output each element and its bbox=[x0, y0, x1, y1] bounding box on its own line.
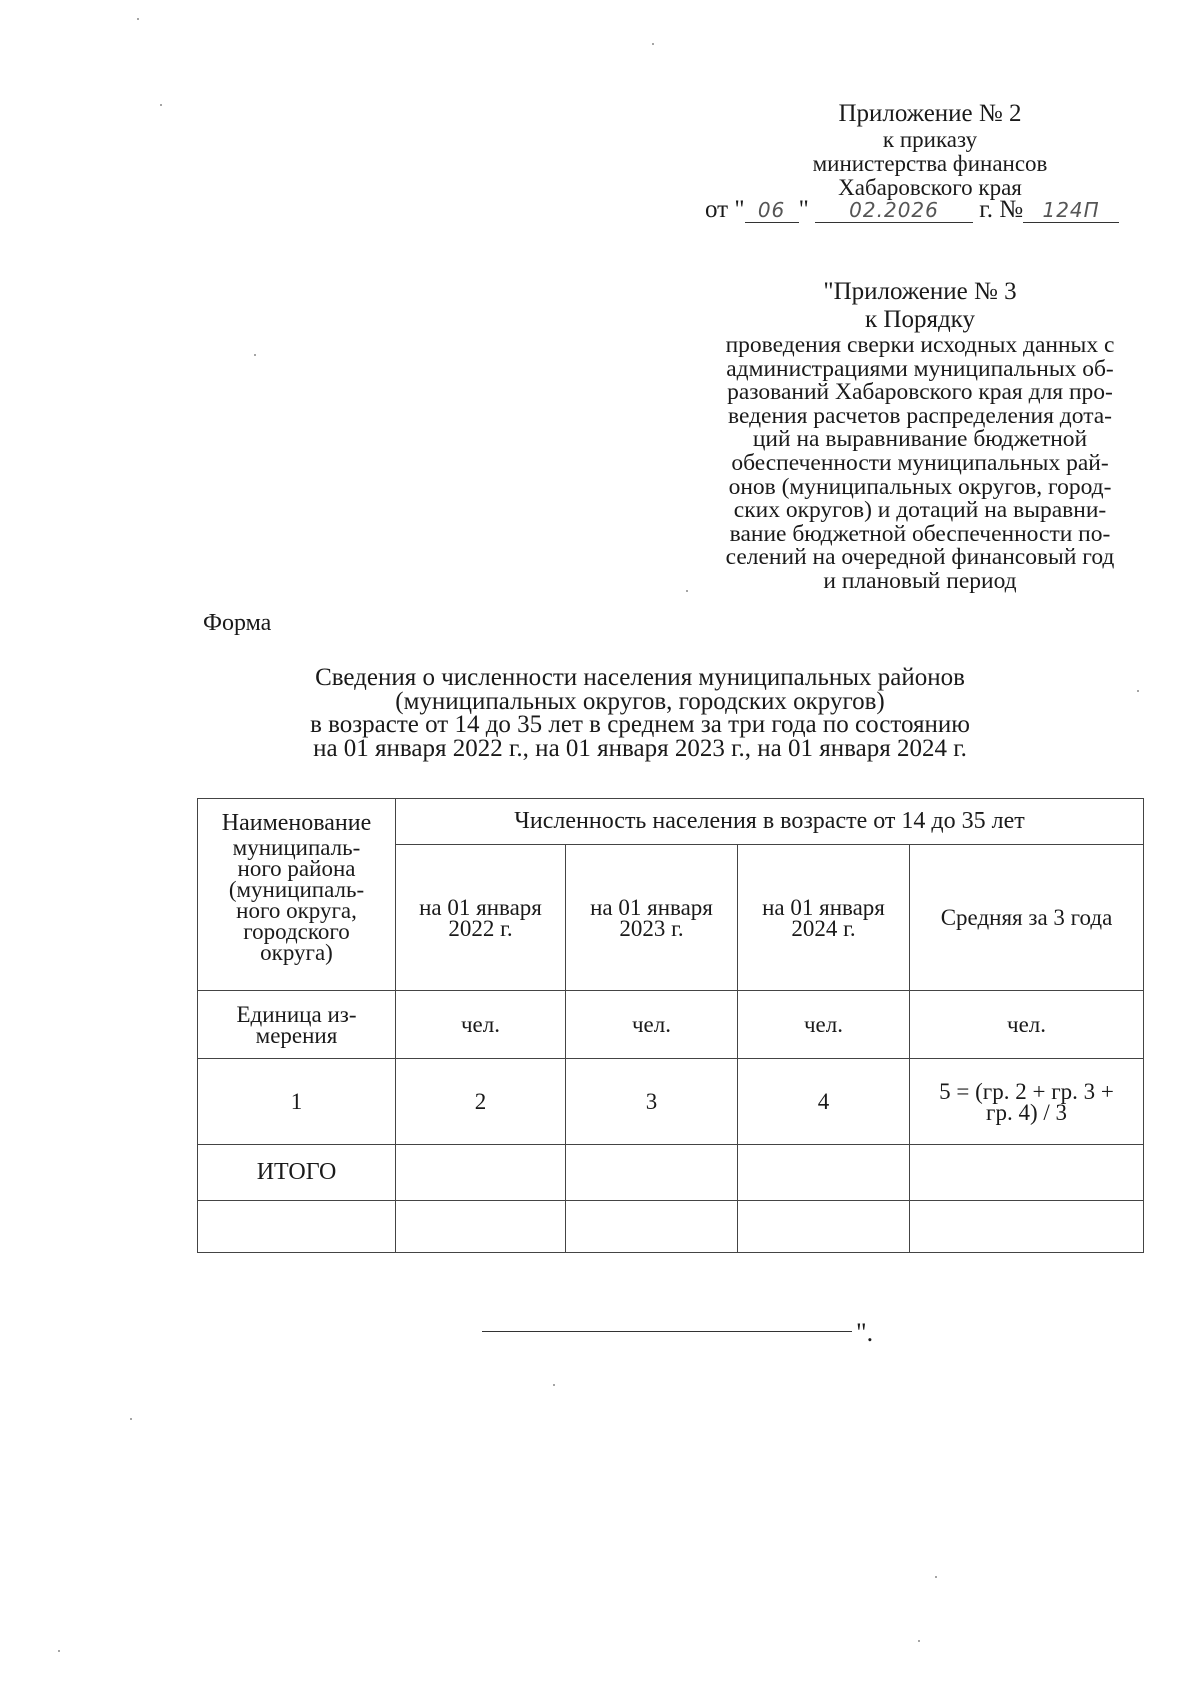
empty-cell bbox=[566, 1201, 738, 1253]
header-line: городского bbox=[243, 919, 350, 944]
empty-cell bbox=[910, 1201, 1144, 1253]
scan-speck bbox=[553, 1384, 555, 1386]
appendix3-line: "Приложение № 3 bbox=[823, 278, 1017, 305]
header-line: ного района bbox=[237, 856, 356, 881]
appendix3-line: администрациями муниципальных об- bbox=[726, 355, 1114, 382]
col-header-2024 bbox=[738, 845, 910, 991]
population-group-header: Численность населения в возрасте от 14 до 35 лет bbox=[396, 799, 1144, 845]
table-column-numbers-row bbox=[198, 1059, 1144, 1145]
appendix2-header bbox=[690, 100, 1170, 200]
appendix3-line: к Порядку bbox=[865, 306, 975, 333]
appendix2-line: министерства финансов bbox=[812, 151, 1048, 176]
closing-quote-mark: ". bbox=[856, 1318, 874, 1347]
scan-speck bbox=[1137, 690, 1139, 692]
title-line: в возрасте от 14 до 35 лет в среднем за три года по состоянию bbox=[310, 711, 970, 738]
header-line: 2023 г. bbox=[619, 915, 684, 941]
appendix3-line: селений на очередной финансовый год bbox=[725, 544, 1115, 571]
form-label: Форма bbox=[203, 610, 272, 636]
date-quote: " bbox=[798, 196, 809, 223]
title-line: (муниципальных округов, городских округов) bbox=[395, 687, 885, 715]
table-header-row bbox=[198, 799, 1144, 845]
unit-cell: чел. bbox=[396, 991, 566, 1059]
header-line: 2024 г. bbox=[791, 915, 856, 941]
appendix2-line: Приложение № 2 bbox=[838, 100, 1022, 127]
empty-cell bbox=[566, 1145, 738, 1201]
appendix3-line: онов (муниципальных округов, город- bbox=[728, 473, 1112, 500]
col5-formula-cell bbox=[910, 1059, 1144, 1145]
title-line: на 01 января 2022 г., на 01 января 2023 г., на 01 января 2024 г. bbox=[313, 734, 967, 762]
header-line: ного округа, bbox=[236, 898, 357, 923]
population-table bbox=[197, 798, 1144, 1253]
appendix3-line: ций на выравнивание бюджетной bbox=[752, 426, 1088, 453]
date-month-year-handwritten: 02.2026 bbox=[815, 198, 973, 223]
scan-speck bbox=[935, 1576, 937, 1578]
header-line: на 01 января bbox=[419, 894, 542, 920]
date-day-handwritten: 06 bbox=[745, 198, 799, 223]
col-number-cell: 3 bbox=[566, 1059, 738, 1145]
scan-speck bbox=[918, 1640, 920, 1642]
unit-cell: чел. bbox=[910, 991, 1144, 1059]
date-year-suffix: г. № bbox=[979, 196, 1024, 223]
unit-label-line: Единица из- bbox=[236, 1001, 357, 1027]
empty-cell bbox=[738, 1201, 910, 1253]
unit-cell: чел. bbox=[566, 991, 738, 1059]
appendix3-line: проведения сверки исходных данных с bbox=[725, 332, 1115, 358]
scan-speck bbox=[254, 354, 256, 356]
scan-speck bbox=[137, 18, 139, 20]
empty-cell bbox=[396, 1201, 566, 1253]
total-label-cell: ИТОГО bbox=[198, 1145, 396, 1201]
appendix2-line: Хабаровского края bbox=[838, 175, 1022, 200]
appendix3-line: ских округов) и дотаций на выравни- bbox=[733, 497, 1107, 524]
name-column-header bbox=[198, 799, 396, 991]
header-line: (муниципаль- bbox=[228, 877, 365, 902]
title-line: Сведения о численности населения муниципальных районов bbox=[315, 664, 965, 691]
scan-speck bbox=[160, 104, 162, 106]
table-blank-row bbox=[198, 1201, 1144, 1253]
appendix3-line: вание бюджетной обеспеченности по- bbox=[729, 520, 1111, 547]
formula-line: 5 = (гр. 2 + гр. 3 + bbox=[939, 1078, 1114, 1104]
header-line: 2022 г. bbox=[448, 915, 513, 941]
unit-label-line: мерения bbox=[255, 1022, 338, 1048]
col-header-2022 bbox=[396, 845, 566, 991]
table-units-row bbox=[198, 991, 1144, 1059]
appendix3-line: разований Хабаровского края для про- bbox=[727, 379, 1113, 406]
header-line: муниципаль- bbox=[232, 835, 361, 860]
col-number-cell: 4 bbox=[738, 1059, 910, 1145]
appendix3-line: ведения расчетов распределения дота- bbox=[727, 402, 1113, 429]
formula-line: гр. 4) / 3 bbox=[986, 1099, 1067, 1125]
scan-speck bbox=[58, 1650, 60, 1652]
header-line: на 01 января bbox=[762, 894, 885, 920]
scan-speck bbox=[652, 43, 654, 45]
empty-cell bbox=[910, 1145, 1144, 1201]
col-number-cell: 1 bbox=[198, 1059, 396, 1145]
appendix3-line: и плановый период bbox=[823, 567, 1017, 594]
empty-cell bbox=[396, 1145, 566, 1201]
appendix2-line: к приказу bbox=[882, 127, 978, 152]
header-line: Средняя за 3 года bbox=[940, 905, 1113, 930]
empty-cell bbox=[198, 1201, 396, 1253]
header-line: Наименование bbox=[221, 810, 372, 836]
order-date-line bbox=[705, 196, 1119, 224]
col-header-average bbox=[910, 845, 1144, 991]
table-total-row bbox=[198, 1145, 1144, 1201]
order-number-handwritten: 124П bbox=[1023, 198, 1119, 223]
col-number-cell: 2 bbox=[396, 1059, 566, 1145]
col-header-2023 bbox=[566, 845, 738, 991]
appendix3-header bbox=[660, 278, 1180, 594]
scan-speck bbox=[130, 1418, 132, 1420]
unit-cell: чел. bbox=[738, 991, 910, 1059]
appendix3-line: обеспеченности муниципальных рай- bbox=[731, 449, 1109, 476]
empty-cell bbox=[738, 1145, 910, 1201]
unit-label-cell bbox=[198, 991, 396, 1059]
scan-speck bbox=[686, 590, 688, 592]
header-line: на 01 января bbox=[590, 894, 713, 920]
header-line: округа) bbox=[260, 940, 333, 965]
closing-underline bbox=[482, 1331, 852, 1332]
date-prefix: от " bbox=[705, 196, 745, 223]
document-title bbox=[200, 666, 1080, 760]
